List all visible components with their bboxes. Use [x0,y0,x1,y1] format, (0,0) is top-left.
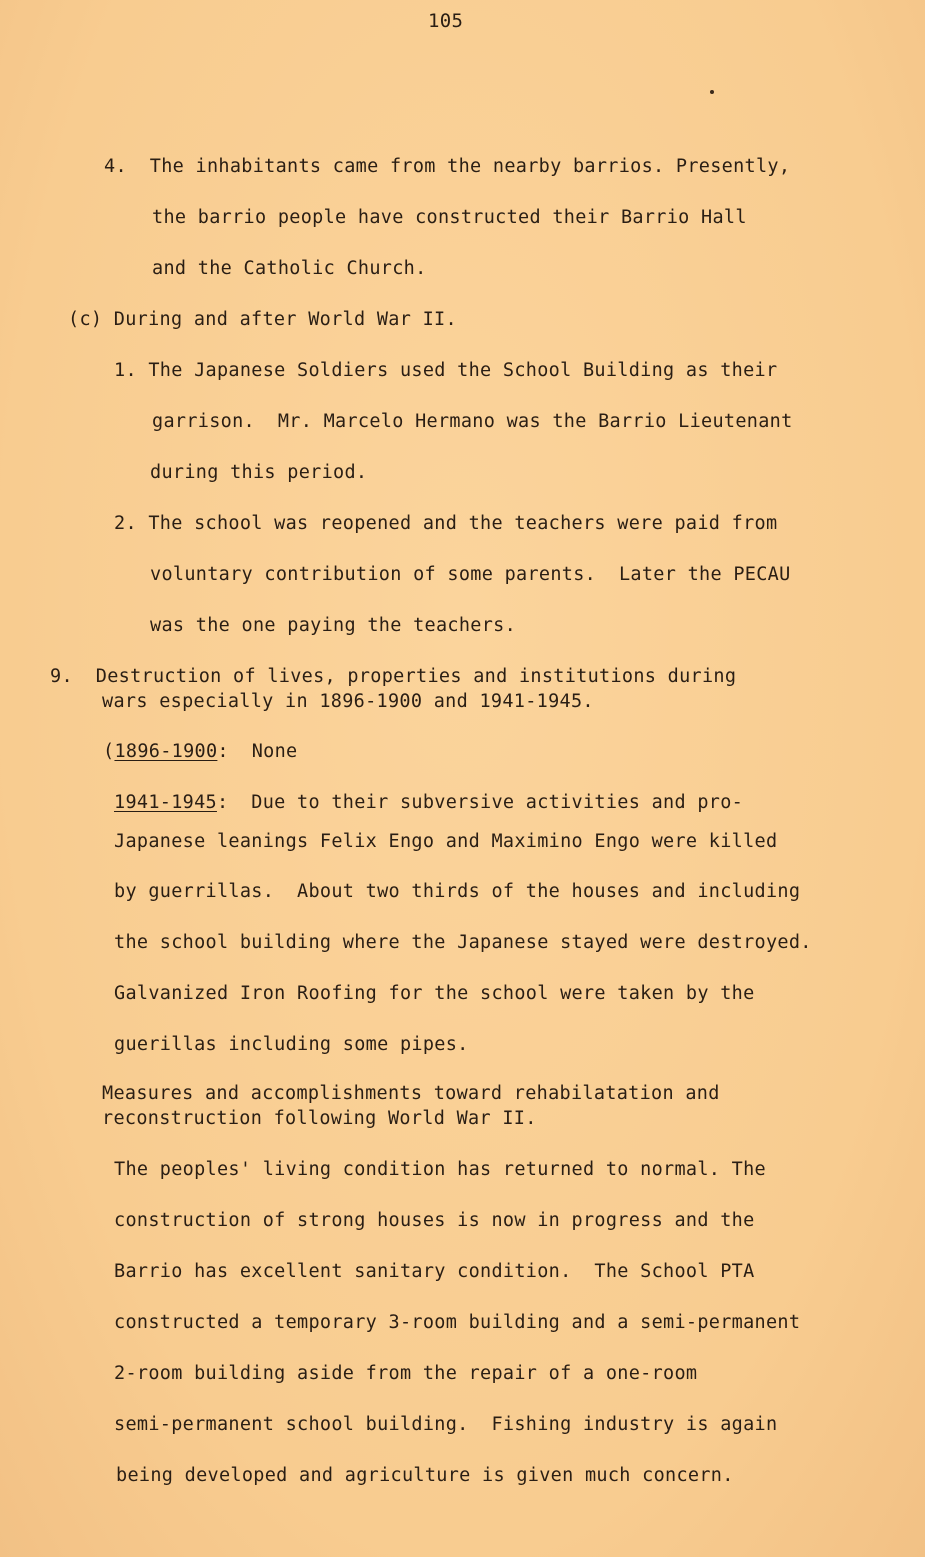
text-line: being developed and agriculture is given much concern. [116,1465,734,1486]
text-line: reconstruction following World War II. [102,1108,537,1129]
text-line: Barrio has excellent sanitary condition. The School PTA [114,1261,755,1282]
years-label: 1896-1900 [114,741,218,762]
text-line: wars especially in 1896-1900 and 1941-1945. [102,691,594,712]
text-line [114,792,743,814]
text-line: the school building where the Japanese stayed were destroyed. [114,932,812,953]
open-paren: ( [103,741,115,762]
text-line: Measures and accomplishments toward rehabilatation and [102,1083,720,1104]
page-number: 105 [428,10,464,32]
section-c-heading: (c) During and after World War II. [68,309,457,330]
period-1896-1900 [103,741,297,763]
years-label: 1941-1945 [114,792,217,813]
text-line: garrison. Mr. Marcelo Hermano was the Barrio Lieutenant [152,411,793,432]
text-line: semi-permanent school building. Fishing industry is again [114,1414,778,1435]
text-line: 2. The school was reopened and the teachers were paid from [114,513,778,534]
text-line: by guerrillas. About two thirds of the houses and including [114,881,801,902]
text-line: guerillas including some pipes. [114,1034,469,1055]
text-line: 1. The Japanese Soldiers used the School Building as their [114,360,778,381]
text-line: construction of strong houses is now in progress and the [114,1210,755,1231]
text-line: the barrio people have constructed their Barrio Hall [152,207,747,228]
text-line: 2-room building aside from the repair of a one-room [114,1363,698,1384]
period-text: : None [217,741,298,762]
text-line: was the one paying the teachers. [150,615,517,636]
text-line: and the Catholic Church. [152,258,427,279]
text-line: The peoples' living condition has returned to normal. The [114,1159,766,1180]
text-line: voluntary contribution of some parents. Later the PECAU [150,564,791,585]
text-line: 4. The inhabitants came from the nearby barrios. Presently, [104,156,791,177]
text-line: constructed a temporary 3-room building and a semi-permanent [114,1312,801,1333]
text-line: 9. Destruction of lives, properties and institutions during [50,666,737,687]
ink-speck [710,90,714,94]
text-line: Galvanized Iron Roofing for the school were taken by the [114,983,755,1004]
text-line: during this period. [150,462,368,483]
period-text: : Due to their subversive activities and pro- [216,792,744,813]
text-line: Japanese leanings Felix Engo and Maximino Engo were killed [114,831,778,852]
